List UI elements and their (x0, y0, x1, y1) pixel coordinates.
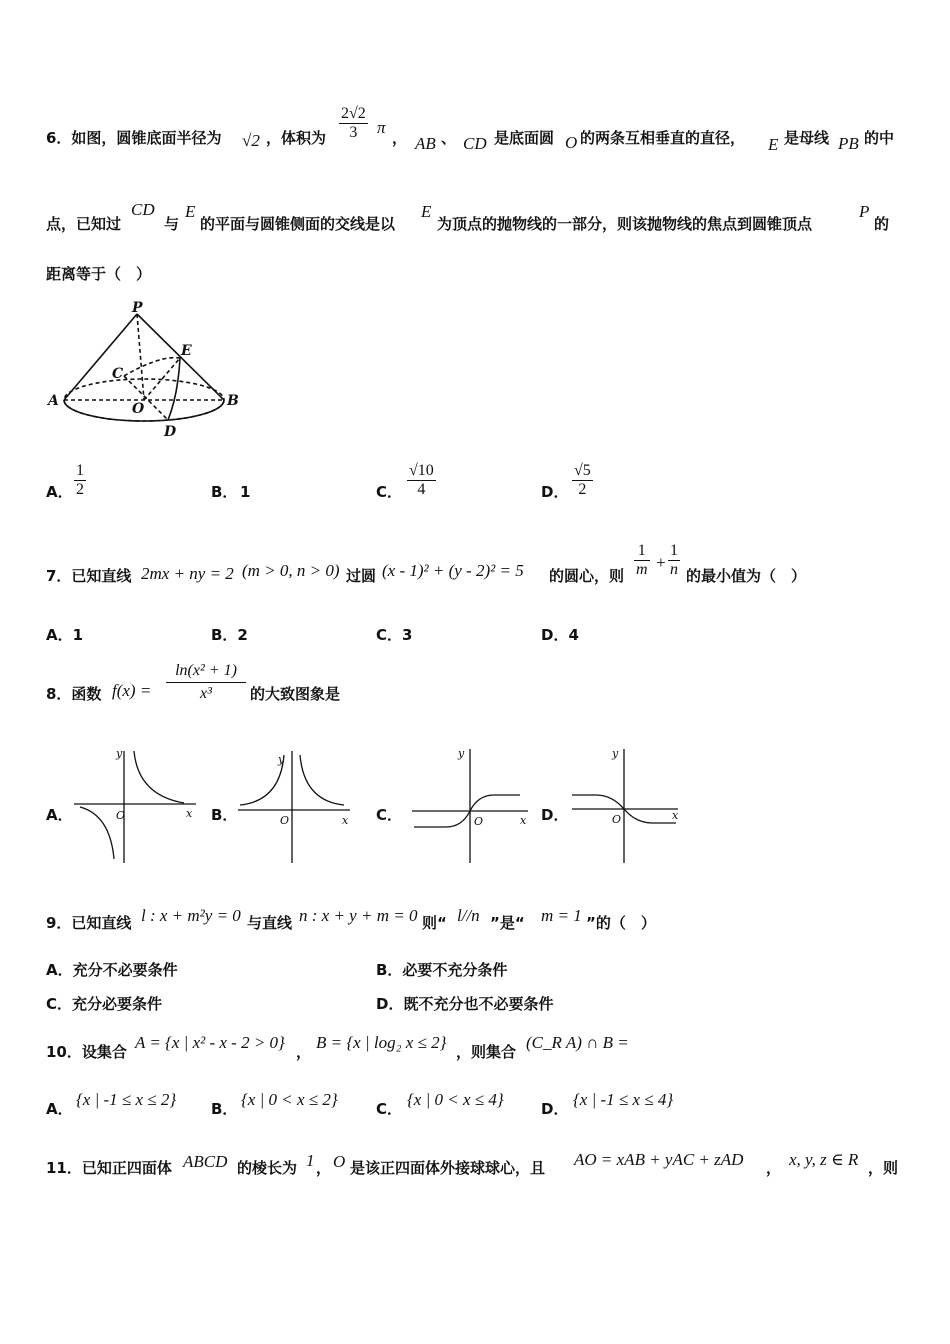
q6-text-3: ， (392, 129, 408, 147)
q8-graph-c-o: O (474, 815, 484, 828)
q8-graph-a[interactable] (72, 745, 202, 865)
fig-label-O: O (132, 401, 145, 417)
q6-option-b-value[interactable]: 1 (240, 483, 251, 501)
q11-one: 1 (306, 1151, 315, 1170)
q10-set-a: A = {x | x² - x - 2 > 0} (135, 1033, 285, 1052)
q10-text-1: 10．设集合 (46, 1043, 127, 1061)
q8-graph-c-x: x (520, 814, 527, 827)
q9-line-n: n : x + y + m = 0 (299, 906, 418, 925)
q7-option-d[interactable]: D．4 (541, 626, 579, 644)
q6-option-d-label[interactable]: D． (541, 483, 569, 501)
q11-text-2: 的棱长为 (237, 1159, 298, 1177)
q6-option-c-label[interactable]: C． (376, 483, 403, 501)
q8-graph-b-o: O (280, 814, 290, 827)
q8-denominator: x³ (166, 682, 246, 705)
q6-option-a-label[interactable]: A． (46, 483, 73, 501)
q10-option-a-label[interactable]: A． (46, 1100, 73, 1118)
q8-graph-a-y: y (116, 747, 123, 760)
q8-graph-b-y: y (278, 753, 285, 766)
q8-graph-c[interactable] (410, 745, 534, 865)
q9-option-a[interactable]: A．充分不必要条件 (46, 961, 178, 979)
q8-fx: f(x) = (112, 681, 152, 700)
q9-text-5: ”的（ ） (586, 914, 656, 932)
q7-frac-2-num: 1 (670, 542, 678, 559)
q8-function-fraction (166, 660, 246, 705)
fig-label-C: C (112, 366, 124, 382)
q6-option-b-label[interactable]: B． (211, 483, 238, 501)
q7-frac-2 (668, 542, 680, 579)
q11-text-5: ， (766, 1159, 782, 1177)
fig-label-A: A (48, 393, 59, 409)
q9-text-1: 9．已知直线 (46, 914, 132, 932)
q8-option-b-label[interactable]: B． (211, 806, 238, 824)
q8-option-a-label[interactable]: A． (46, 806, 73, 824)
q10-text-2: ， (296, 1043, 312, 1061)
q8-graph-d-o: O (612, 813, 622, 826)
q9-option-b[interactable]: B．必要不充分条件 (376, 961, 508, 979)
q6-line2-text-3: 的平面与圆锥侧面的交线是以 (200, 215, 396, 233)
q6-text-5: 是底面圆 (494, 129, 555, 147)
q6-sqrt2: √2 (242, 131, 260, 150)
q6-text-7: 是母线 (784, 129, 830, 147)
q6-line2-P: P (859, 202, 870, 221)
q7-text-3: 的圆心，则 (549, 567, 625, 585)
q6-option-a-value[interactable] (74, 462, 86, 499)
q10-option-d-value[interactable]: {x | -1 ≤ x ≤ 4} (573, 1090, 674, 1109)
q8-graph-c-y: y (458, 747, 465, 760)
q6-text-6: 的两条互相垂直的直径， (580, 129, 746, 147)
q6-PB: PB (838, 134, 859, 153)
fig-label-D: D (164, 424, 177, 440)
q6-line3: 距离等于（ ） (46, 265, 152, 283)
q10-option-a-value[interactable]: {x | -1 ≤ x ≤ 2} (76, 1090, 177, 1109)
q8-text-2: 的大致图象是 (250, 685, 341, 703)
q7-line-eq: 2mx + ny = 2 (141, 564, 234, 583)
q10-text-3: ，则集合 (456, 1043, 517, 1061)
q6-option-c-den: 4 (407, 480, 436, 499)
q6-text-8: 的中 (864, 129, 895, 147)
q6-option-a-den: 2 (76, 481, 84, 498)
q7-frac-1-num: 1 (637, 542, 646, 559)
q11-text-3: ， (316, 1159, 332, 1177)
q6-O: O (565, 133, 578, 152)
fig-label-P: P (132, 300, 143, 316)
q6-line2-CD: CD (131, 200, 155, 219)
q6-CD: CD (463, 134, 487, 153)
q6-line2-text-5: 的 (874, 215, 890, 233)
q6-AB: AB (415, 134, 436, 153)
q7-frac-1-den: m (636, 561, 648, 578)
q6-pi: π (377, 118, 386, 137)
q10-option-c-value[interactable]: {x | 0 < x ≤ 4} (407, 1090, 504, 1109)
q7-option-c[interactable]: C．3 (376, 626, 413, 644)
q6-volume-den: 3 (339, 123, 368, 142)
q6-option-d-den: 2 (572, 480, 593, 499)
q7-text-4: 的最小值为（ ） (686, 567, 807, 585)
q7-circle-eq: (x - 1)² + (y - 2)² = 5 (382, 561, 524, 580)
q11-xyz: x, y, z ∈ R (789, 1150, 859, 1169)
cone-figure (40, 300, 250, 440)
q8-option-c-label[interactable]: C． (376, 806, 403, 824)
q8-graph-d-x: x (672, 809, 679, 822)
q6-option-c-value[interactable] (407, 462, 436, 499)
q9-text-3: 则“ (422, 914, 447, 932)
q6-volume-num: 2√2 (341, 105, 366, 122)
q8-graph-b[interactable] (236, 745, 356, 865)
q6-text-4: 、 (441, 129, 457, 147)
q6-line2-text-4: 为顶点的抛物线的一部分，则该抛物线的焦点到圆锥顶点 (437, 215, 813, 233)
q8-graph-d-y: y (612, 747, 619, 760)
q7-frac-2-den: n (670, 561, 678, 578)
q8-graph-a-x: x (186, 807, 193, 820)
q11-ABCD: ABCD (183, 1152, 228, 1171)
q6-line2-text-2: 与 (164, 215, 180, 233)
q11-text-4: 是该正四面体外接球球心，且 (350, 1159, 546, 1177)
fig-label-B: B (227, 393, 239, 409)
q7-option-a[interactable]: A．1 (46, 626, 84, 644)
q9-parallel: l//n (457, 906, 480, 925)
q9-m-equals-1: m = 1 (541, 906, 582, 925)
q6-option-a-num: 1 (76, 462, 84, 479)
q11-text-1: 11．已知正四面体 (46, 1159, 172, 1177)
q9-text-4: ”是“ (490, 914, 525, 932)
q10-option-b-label[interactable]: B． (211, 1100, 238, 1118)
q6-E: E (768, 135, 779, 154)
q7-text-2: 过圆 (346, 567, 377, 585)
q9-text-2: 与直线 (247, 914, 293, 932)
q7-option-b[interactable]: B．2 (211, 626, 248, 644)
q6-text-2: ，体积为 (266, 129, 327, 147)
q8-text-1: 8．函数 (46, 685, 102, 703)
q10-option-c-label[interactable]: C． (376, 1100, 403, 1118)
q7-condition: (m > 0, n > 0) (242, 561, 340, 580)
q10-option-d-label[interactable]: D． (541, 1100, 569, 1118)
q6-volume-fraction (339, 105, 368, 142)
q9-option-c[interactable]: C．充分必要条件 (46, 995, 163, 1013)
q9-line-l: l : x + m²y = 0 (141, 906, 241, 925)
q6-option-d-value[interactable] (572, 462, 593, 499)
q8-numerator: ln(x² + 1) (175, 662, 237, 679)
q10-option-b-value[interactable]: {x | 0 < x ≤ 2} (241, 1090, 338, 1109)
q6-text-1: 6．如图，圆锥底面半径为 (46, 129, 222, 147)
q7-text-1: 7．已知直线 (46, 567, 132, 585)
q6-option-c-num: √10 (409, 462, 434, 479)
q10-set-b: B = {x | log₂ x ≤ 2} (316, 1033, 447, 1052)
q11-O: O (333, 1152, 346, 1171)
q8-graph-a-o: O (116, 809, 126, 822)
q7-plus: + (655, 553, 667, 572)
q10-expression: (C_R A) ∩ B = (526, 1033, 629, 1052)
q6-line2-text-1: 点，已知过 (46, 215, 122, 233)
q11-vector-eq: AO = xAB + yAC + zAD (574, 1150, 744, 1169)
q7-frac-1 (634, 542, 650, 579)
q6-line2-E: E (185, 202, 196, 221)
q11-text-6: ，则 (868, 1159, 899, 1177)
q8-graph-d[interactable] (570, 745, 682, 865)
q8-option-d-label[interactable]: D． (541, 806, 569, 824)
q6-line2-E2: E (421, 202, 432, 221)
q9-option-d[interactable]: D．既不充分也不必要条件 (376, 995, 554, 1013)
q8-graph-b-x: x (342, 814, 349, 827)
fig-label-E: E (181, 343, 192, 359)
q6-option-d-num: √5 (574, 462, 591, 479)
